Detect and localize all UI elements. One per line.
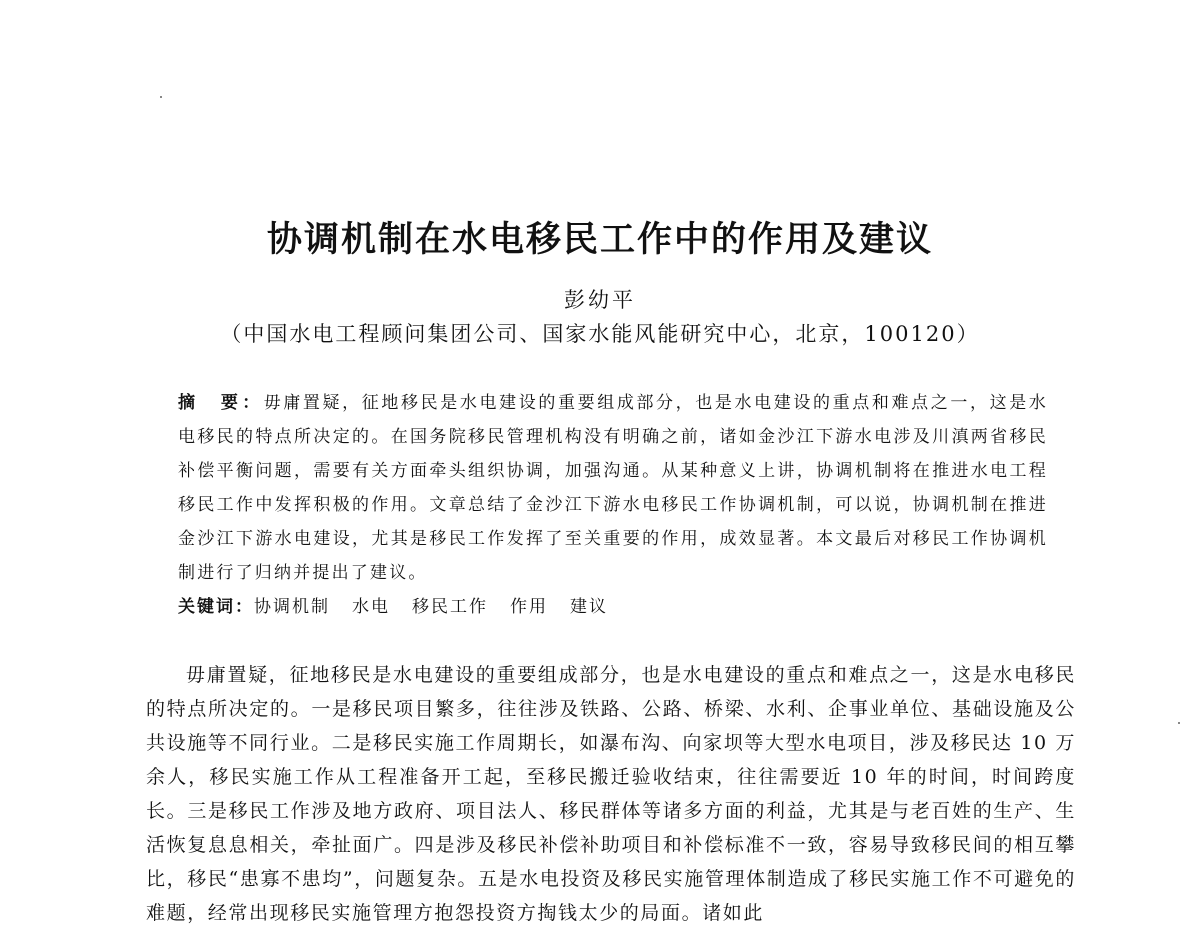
keywords xyxy=(178,590,1048,624)
keyword: 协调机制 xyxy=(254,597,330,617)
abstract-text: 毋庸置疑，征地移民是水电建设的重要组成部分，也是水电建设的重点和难点之一，这是水电移民的特点所决定的。在国务院移民管理机构没有明确之前，诸如金沙江下游水电涉及川滇两省移民补偿平衡问题，需要有关方面牵头组织协调，加强沟通。从某种意义上讲，协调机制将在推进水电工程移民工作中发挥积极的作用。文章总结了金沙江下游水电移民工作协调机制，可以说，协调机制在推进金沙江下游水电建设，尤其是移民工作发挥了至关重要的作用，成效显著。本文最后对移民工作协调机制进行了归纳并提出了建议。 xyxy=(178,393,1049,583)
body-paragraph: 毋庸置疑，征地移民是水电建设的重要组成部分，也是水电建设的重点和难点之一，这是水电移民的特点所决定的。一是移民项目繁多，往往涉及铁路、公路、桥梁、水利、企事业单位、基础设施及公共设施等不同行业。二是移民实施工作周期长，如瀑布沟、向家坝等大型水电项目，涉及移民达 10 万余人，移民实施工作从工程准备开工起，至移民搬迁验收结束，往往需要近 10 年的时间，时间跨度长。三是移民工作涉及地方政府、项目法人、移民群体等诸多方面的利益，尤其是与老百姓的生产、生活恢复息息相关，牵扯面广。四是涉及移民补偿补助项目和补偿标准不一致，容易导致移民间的相互攀比，移民“患寡不患均”，问题复杂。五是水电投资及移民实施管理体制造成了移民实施工作不可避免的难题，经常出现移民实施管理方抱怨投资方掏钱太少的局面。诸如此 xyxy=(146,664,1076,924)
keyword: 作用 xyxy=(510,597,548,617)
scan-speck xyxy=(1178,722,1180,724)
abstract-label: 摘 要： xyxy=(178,393,264,413)
keyword: 移民工作 xyxy=(412,597,488,617)
keyword: 建议 xyxy=(570,597,608,617)
author-name: 彭幼平 xyxy=(564,288,636,312)
keywords-label: 关键词： xyxy=(178,597,254,617)
scan-speck xyxy=(160,96,162,98)
abstract xyxy=(178,386,1048,590)
author-affiliation: （中国水电工程顾问集团公司、国家水能风能研究中心，北京，100120） xyxy=(220,322,980,346)
paper-title: 协调机制在水电移民工作中的作用及建议 xyxy=(266,220,933,260)
keyword: 水电 xyxy=(352,597,390,617)
